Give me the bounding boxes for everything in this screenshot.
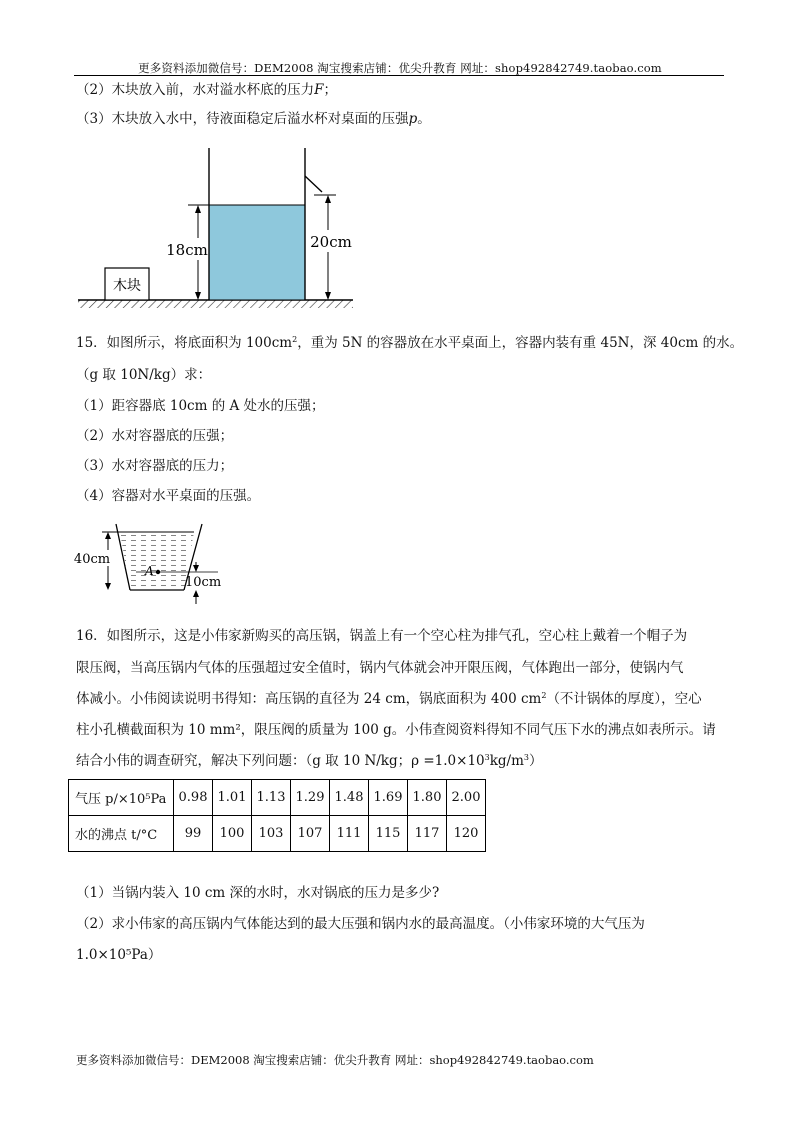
- q14-dim20-arrowhead-bottom: [325, 292, 331, 300]
- q16-stem-line5-sup: 3: [484, 753, 490, 762]
- q16-part2: （2）求小伟家的高压锅内气体能达到的最大压强和锅内水的最高温度。（小伟家环境的大气压为: [76, 916, 645, 932]
- q14-water: [209, 205, 305, 300]
- table-cell: 1.48: [330, 780, 369, 816]
- q16-stem-line3: [76, 693, 702, 707]
- q14-part2-end: ；: [323, 82, 337, 98]
- q15-dim10-label: 10cm: [185, 575, 222, 590]
- q16-stem-line2: 限压阀，当高压锅内气体的压强超过安全值时，锅内气体就会冲开限压阀，气体跑出一部分，使锅内气: [76, 660, 684, 676]
- table-row-pressure: [69, 780, 486, 816]
- q15-stem-a: 15．如图所示，将底面积为 100cm: [76, 335, 293, 351]
- q15-stem-line2: （g 取 10N/kg）求：: [76, 367, 212, 383]
- q14-dim18-label: 18cm: [166, 241, 208, 259]
- q14-wood-label: 木块: [113, 278, 141, 294]
- q16-part2-cont: 1.0×10⁵Pa）: [76, 947, 162, 963]
- q16-stem-line1: 16．如图所示，这是小伟家新购买的高压锅，锅盖上有一个空心柱为排气孔，空心柱上戴着一个帽子为: [76, 628, 688, 644]
- q14-part3-end: 。: [417, 111, 431, 127]
- table-row-boiling: [69, 816, 486, 852]
- q14-figure: [70, 140, 370, 315]
- table-row2-label: 水的沸点 t/°C: [69, 816, 174, 852]
- q15-part4: （4）容器对水平桌面的压强。: [76, 488, 261, 504]
- q16-stem-line5-c: ）: [528, 753, 543, 769]
- q14-part2-text: （2）木块放入前，水对溢水杯底的压力: [76, 82, 315, 98]
- table-cell: 2.00: [447, 780, 486, 816]
- q15-dim40-label: 40cm: [73, 552, 111, 567]
- q16-stem-line3-b: （不计锅体的厚度），空心: [546, 691, 702, 707]
- q16-stem-line5: [76, 755, 542, 769]
- boiling-point-table: [68, 779, 486, 852]
- q15-dim40-arrowhead-bottom: [105, 583, 111, 590]
- q16-stem-line5-b: kg/m: [489, 753, 524, 769]
- q16-stem-line3-a: 体减小。小伟阅读说明书得知：高压锅的直径为 24 cm，锅底面积为 400 cm: [76, 691, 542, 707]
- q16-part1: （1）当锅内装入 10 cm 深的水时，水对锅底的压力是多少?: [76, 885, 440, 901]
- q15-dim10-arrowhead-top: [193, 565, 199, 572]
- q14-part3: [76, 113, 431, 127]
- q16-stem-line3-sup: 2: [541, 691, 547, 700]
- table-cell: 100: [213, 816, 252, 852]
- q16-stem-line5-a: 结合小伟的调查研究，解决下列问题：（g 取 10 N/kg；ρ =1.0×10: [76, 753, 485, 769]
- table-cell: 1.29: [291, 780, 330, 816]
- table-cell: 111: [330, 816, 369, 852]
- q14-part3-var: p: [408, 111, 418, 127]
- table-cell: 0.98: [174, 780, 213, 816]
- q15-part1: （1）距容器底 10cm 的 A 处水的压强；: [76, 398, 325, 414]
- q14-dim20-arrowhead-top: [325, 195, 331, 203]
- q15-part3: （3）水对容器底的压力；: [76, 458, 234, 474]
- q16-stem-line5-sup2: 3: [523, 753, 529, 762]
- q14-dim20-label: 20cm: [310, 233, 352, 251]
- page-footer: 更多资料添加微信号：DEM2008 淘宝搜索店铺：优尖升教育 网址：shop492842749.taobao.com: [76, 1053, 594, 1067]
- q15-dim10-arrowhead-bottom: [193, 590, 199, 597]
- table-cell: 1.01: [213, 780, 252, 816]
- q14-dim18-arrowhead-bottom: [195, 292, 201, 300]
- q14-table-hatch: [78, 300, 353, 308]
- q15-part2: （2）水对容器底的压强；: [76, 428, 234, 444]
- q15-stem-line1: [76, 337, 743, 351]
- q15-dim40-arrowhead-top: [105, 532, 111, 539]
- table-cell: 1.69: [369, 780, 408, 816]
- q14-part3-text: （3）木块放入水中，待液面稳定后溢水杯对桌面的压强: [76, 111, 409, 127]
- q15-stem-b: ，重为 5N 的容器放在水平桌面上，容器内装有重 45N，深 40cm 的水。: [297, 335, 744, 351]
- q14-part2-var: F: [314, 82, 324, 98]
- table-cell: 115: [369, 816, 408, 852]
- q14-part2: [76, 84, 337, 98]
- q14-dim18-arrowhead-top: [195, 205, 201, 213]
- header-divider: [74, 75, 724, 76]
- q14-spout: [305, 176, 322, 192]
- table-cell: 103: [252, 816, 291, 852]
- table-cell: 1.80: [408, 780, 447, 816]
- table-cell: 1.13: [252, 780, 291, 816]
- q15-water: [120, 532, 194, 590]
- q15-point-a-label: A: [145, 564, 154, 578]
- q15-stem-sup: 2: [292, 335, 298, 344]
- page-header: 更多资料添加微信号：DEM2008 淘宝搜索店铺：优尖升教育 网址：shop492842749.taobao.com: [138, 61, 662, 75]
- table-cell: 120: [447, 816, 486, 852]
- table-cell: 107: [291, 816, 330, 852]
- q15-figure: [70, 518, 230, 608]
- table-cell: 99: [174, 816, 213, 852]
- table-cell: 117: [408, 816, 447, 852]
- q15-point-a-dot: [156, 570, 160, 574]
- q16-stem-line4: 柱小孔横截面积为 10 mm²，限压阀的质量为 100 g。小伟查阅资料得知不同气压下水的沸点如表所示。请: [76, 722, 716, 738]
- table-row1-label: 气压 p/×10⁵Pa: [69, 780, 174, 816]
